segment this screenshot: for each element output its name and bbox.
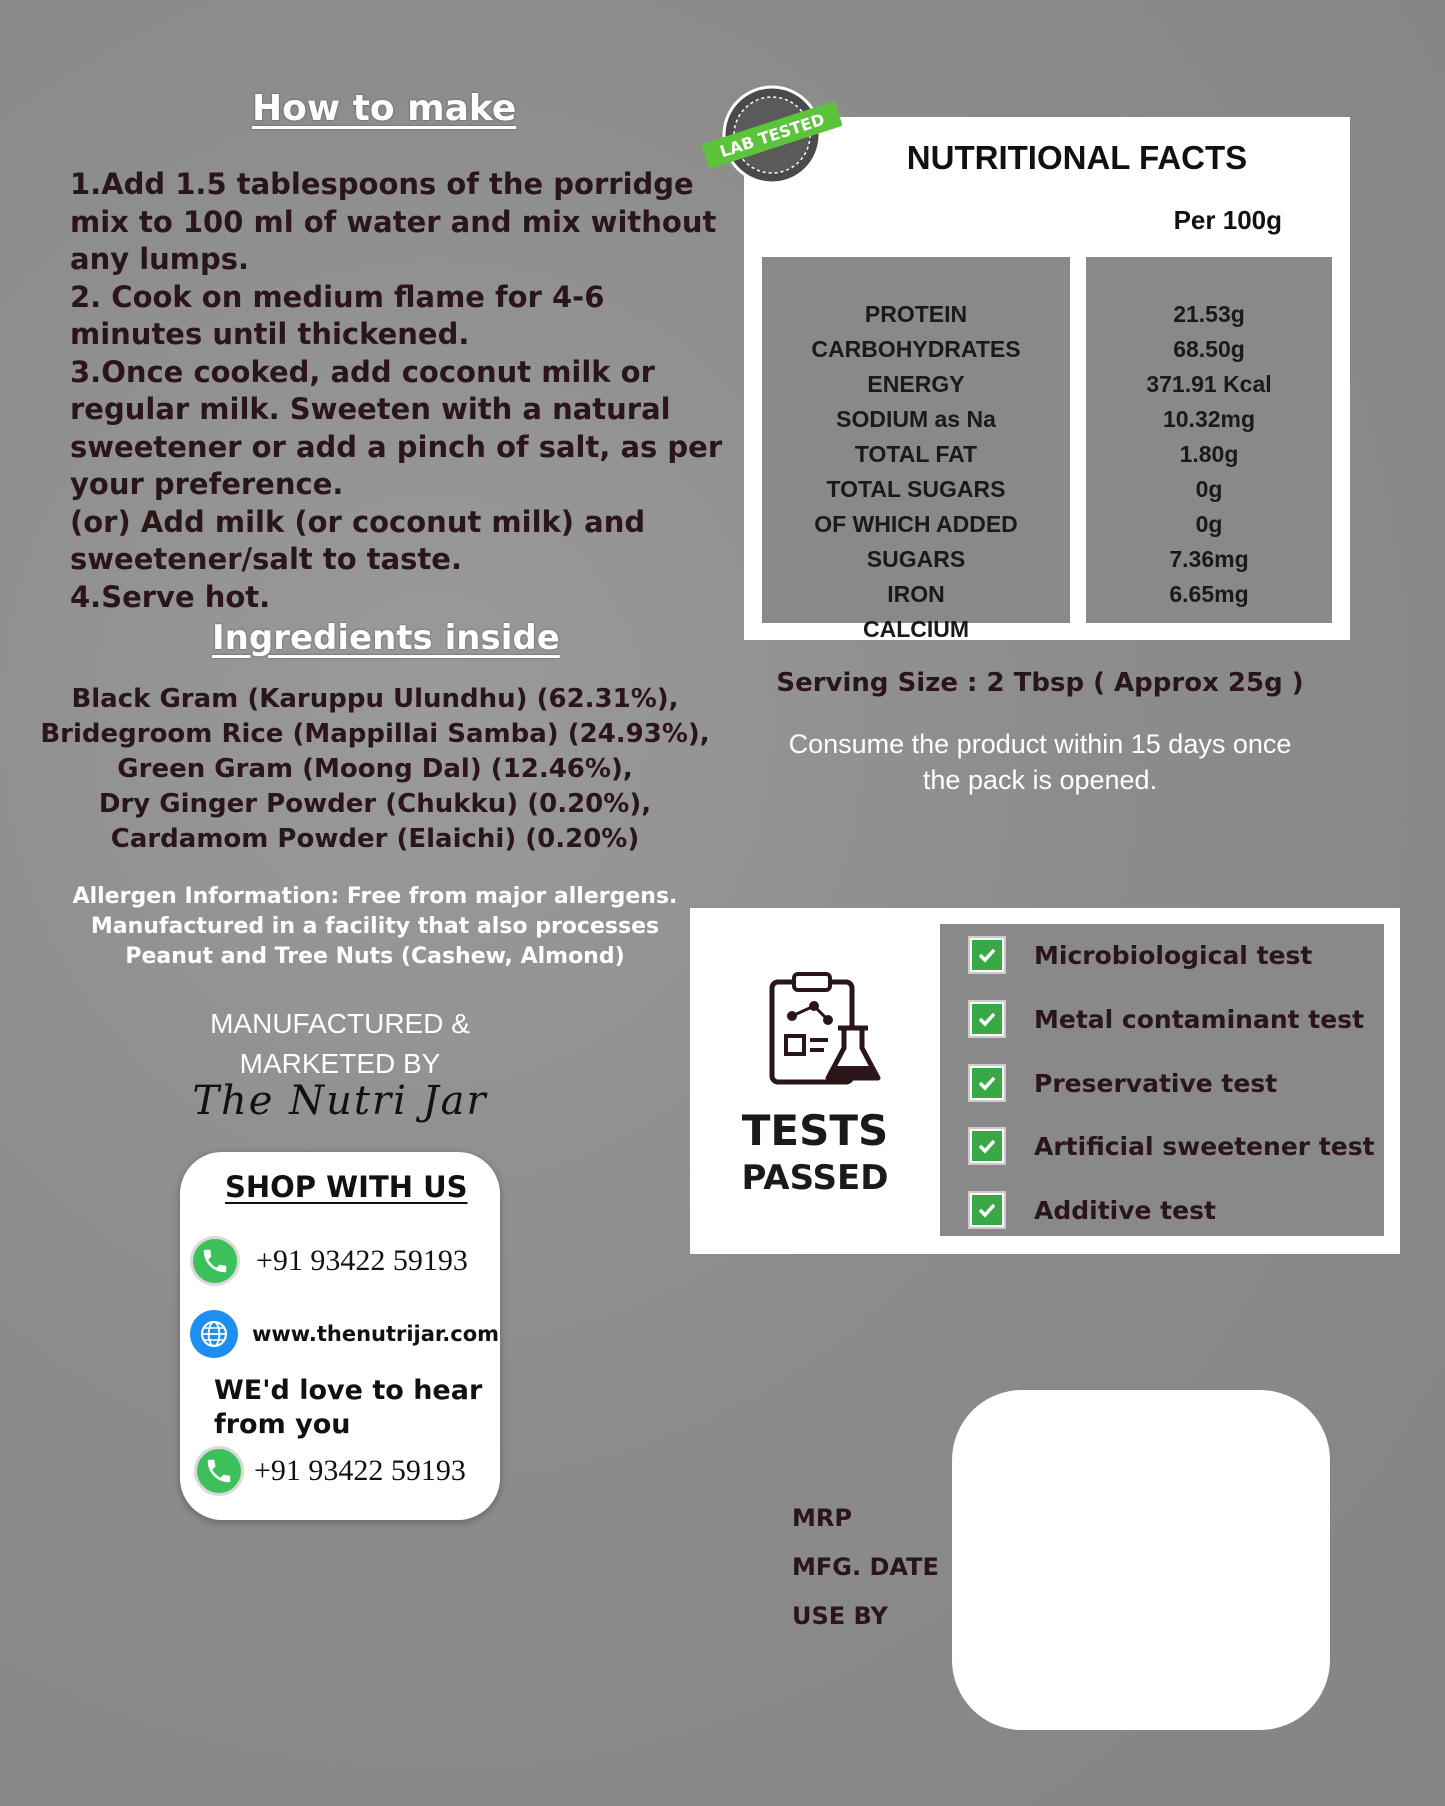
consume-line1: Consume the product within 15 days once	[788, 729, 1292, 759]
check-icon	[968, 1127, 1006, 1165]
nutrient-value: 371.91 Kcal	[1146, 371, 1272, 397]
phone-number[interactable]: +91 93422 59193	[256, 1244, 468, 1277]
website-link[interactable]: www.thenutrijar.com	[252, 1322, 500, 1346]
tests-passed-label	[720, 1106, 910, 1200]
ingredients-title: Ingredients inside	[212, 618, 560, 658]
brand-logo: The Nutri Jar	[192, 1078, 488, 1124]
badge-text: LAB TESTED	[717, 109, 827, 162]
nutrition-title: NUTRITIONAL FACTS	[906, 139, 1248, 176]
shop-title: SHOP WITH US	[225, 1170, 468, 1204]
allergen-line: Allergen Information: Free from major allergens.	[72, 884, 678, 909]
nutrient-name: TOTAL FAT	[854, 441, 978, 467]
nutrient-value: 0g	[1195, 511, 1223, 537]
mfg-date-label: MFG. DATE	[792, 1553, 939, 1581]
test-item	[968, 1127, 1375, 1165]
how-to-make-steps	[70, 166, 730, 616]
test-item	[968, 936, 1312, 974]
nutrient-name: TOTAL SUGARS	[826, 476, 1006, 502]
ingredient-item: Green Gram (Moong Dal) (12.46%),	[117, 754, 633, 784]
use-by-label: USE BY	[792, 1602, 888, 1630]
manufacturer-line1: MANUFACTURED &	[210, 1008, 470, 1039]
step-2: 2. Cook on medium flame for 4-6 minutes until thickened.	[70, 279, 605, 351]
ingredient-item: Bridegroom Rice (Mappillai Samba) (24.93%),	[40, 719, 710, 749]
nutrient-value: 1.80g	[1179, 441, 1239, 467]
test-label: Microbiological test	[1034, 940, 1313, 970]
check-icon	[968, 936, 1006, 974]
mrp-label: MRP	[792, 1504, 852, 1532]
check-icon	[968, 1000, 1006, 1038]
feedback-text	[214, 1374, 482, 1442]
consume-notice	[740, 726, 1340, 798]
test-label: Metal contaminant test	[1034, 1004, 1365, 1034]
test-item	[968, 1064, 1277, 1102]
serving-size: Serving Size : 2 Tbsp ( Approx 25g )	[776, 668, 1304, 698]
allergen-line: Manufactured in a facility that also processes	[90, 914, 660, 939]
how-to-make-title: How to make	[252, 88, 517, 129]
lab-tested-badge-icon	[702, 80, 842, 190]
nutrient-name: CALCIUM	[862, 616, 970, 642]
shop-card	[180, 1152, 500, 1520]
tests-passed-line1: TESTS	[741, 1106, 889, 1155]
test-label: Additive test	[1034, 1195, 1216, 1225]
nutrition-facts-panel	[744, 117, 1350, 640]
whatsapp-feedback-row[interactable]	[194, 1446, 466, 1496]
ingredient-item: Dry Ginger Powder (Chukku) (0.20%),	[98, 789, 652, 819]
allergen-line: Peanut and Tree Nuts (Cashew, Almond)	[125, 944, 625, 969]
website-row[interactable]	[190, 1310, 499, 1358]
whatsapp-icon	[190, 1236, 240, 1286]
manufacturer-label	[190, 1004, 490, 1084]
test-label: Preservative test	[1034, 1068, 1278, 1098]
nutrient-name: IRON	[887, 581, 945, 607]
manufacturer-line2: MARKETED BY	[239, 1048, 441, 1079]
globe-icon	[190, 1310, 238, 1358]
pack-info-labels	[792, 1494, 939, 1641]
nutrient-value: 21.53g	[1173, 301, 1245, 327]
check-icon	[968, 1064, 1006, 1102]
step-1: 1.Add 1.5 tablespoons of the porridge mix to 100 ml of water and mix without any lumps.	[70, 167, 717, 276]
step-or: (or) Add milk (or coconut milk) and sweetener/salt to taste.	[70, 504, 646, 576]
batch-info-card	[952, 1390, 1330, 1730]
step-3: 3.Once cooked, add coconut milk or regular milk. Sweeten with a natural sweetener or add a pinch of salt, as per your preference.	[70, 354, 723, 501]
whatsapp-row[interactable]	[190, 1236, 468, 1286]
clipboard-flask-icon	[762, 968, 886, 1092]
ingredients-list	[40, 682, 710, 857]
tests-panel	[690, 908, 1400, 1254]
nutrition-per: Per 100g	[1173, 205, 1282, 235]
nutrient-names	[762, 257, 1070, 642]
nutrient-name: CARBOHYDRATES	[811, 336, 1021, 362]
nutrient-name: OF WHICH ADDED SUGARS	[814, 511, 1018, 572]
test-item	[968, 1000, 1364, 1038]
nutrient-values	[1086, 257, 1332, 623]
step-4: 4.Serve hot.	[70, 579, 271, 614]
nutrient-name: PROTEIN	[864, 301, 968, 327]
allergen-info	[40, 882, 710, 972]
nutrient-value: 7.36mg	[1169, 546, 1249, 572]
ingredient-item: Cardamom Powder (Elaichi) (0.20%)	[110, 824, 640, 854]
test-label: Artificial sweetener test	[1034, 1131, 1375, 1161]
ingredient-item: Black Gram (Karuppu Ulundhu) (62.31%),	[71, 684, 679, 714]
nutrient-value: 10.32mg	[1162, 406, 1256, 432]
tests-passed-line2: PASSED	[741, 1158, 889, 1198]
nutrient-value: 0g	[1195, 476, 1223, 502]
test-item	[968, 1191, 1216, 1229]
nutrient-value: 68.50g	[1173, 336, 1245, 362]
nutrient-name: SODIUM as Na	[836, 406, 996, 432]
consume-line2: the pack is opened.	[922, 765, 1158, 795]
phone-number[interactable]: +91 93422 59193	[254, 1454, 466, 1487]
nutrient-name: ENERGY	[867, 371, 965, 397]
feedback-line2: from you	[214, 1409, 351, 1440]
check-icon	[968, 1191, 1006, 1229]
tests-list	[940, 924, 1384, 1236]
feedback-line1: WE'd love to hear	[214, 1375, 483, 1406]
nutrient-value: 6.65mg	[1169, 581, 1249, 607]
whatsapp-icon	[194, 1446, 244, 1496]
